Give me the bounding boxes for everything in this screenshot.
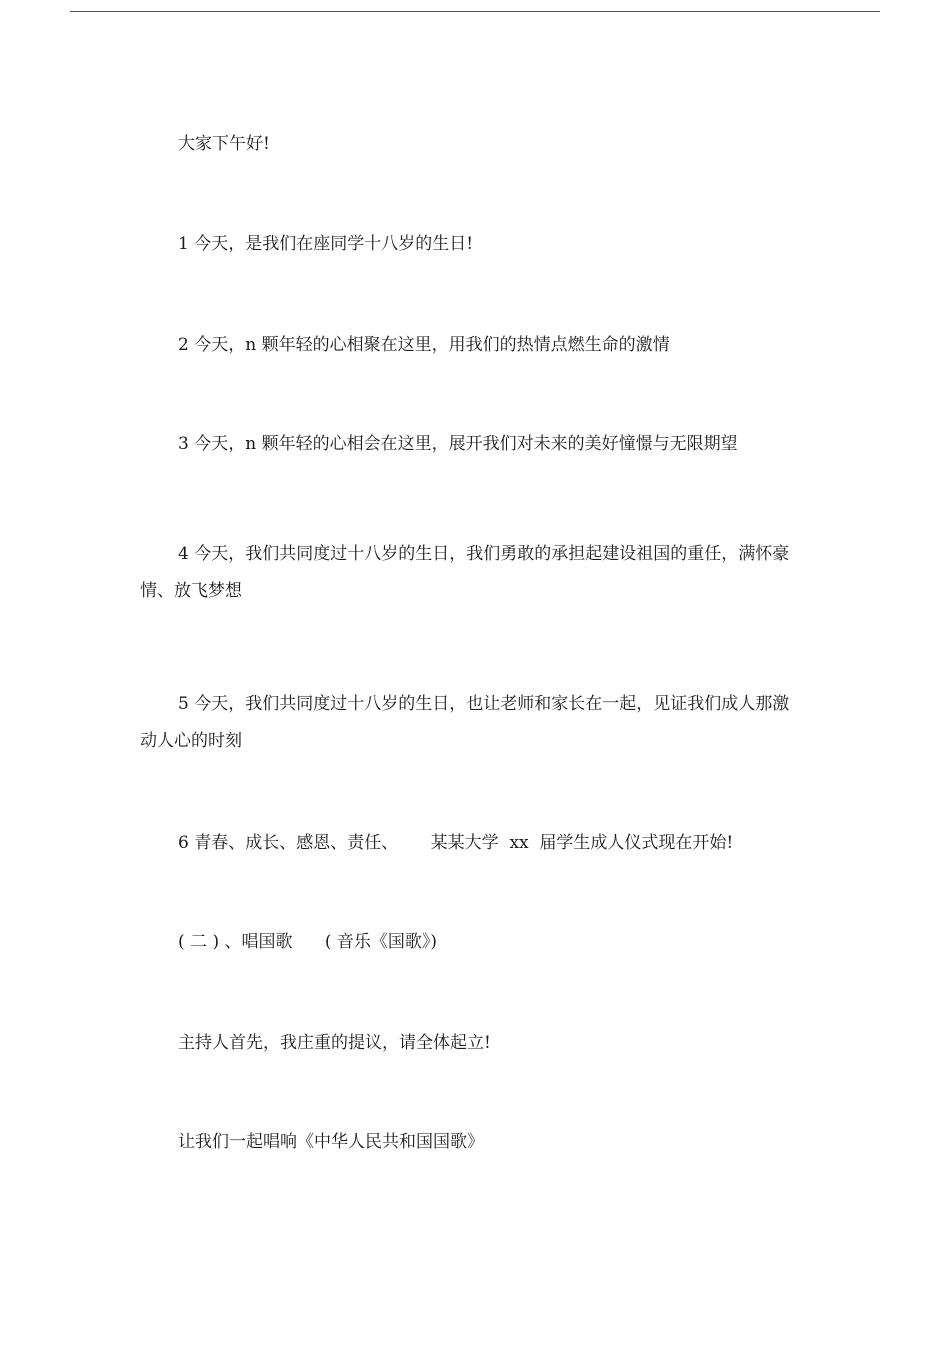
greeting-paragraph: 大家下午好!	[178, 134, 270, 154]
paragraph-6: 6 青春、成长、感恩、责任、 某某大学 xx 届学生成人仪式现在开始!	[178, 833, 734, 853]
anthem-paragraph: 让我们一起唱响《中华人民共和国国歌》	[178, 1132, 484, 1152]
paragraph-4: 4 今天，我们共同度过十八岁的生日，我们勇敢的承担起建设祖国的重任，满怀豪情、放飞梦想	[140, 544, 790, 601]
section-heading-anthem: ( 二 ) 、唱国歌 ( 音乐《国歌》)	[178, 932, 438, 952]
paragraph-3: 3 今天，n 颗年轻的心相会在这里，展开我们对未来的美好憧憬与无限期望	[178, 434, 738, 454]
header-rule	[70, 11, 880, 12]
paragraph-5: 5 今天，我们共同度过十八岁的生日，也让老师和家长在一起，见证我们成人那激动人心的时刻	[140, 694, 790, 751]
paragraph-2: 2 今天，n 颗年轻的心相聚在这里，用我们的热情点燃生命的激情	[178, 335, 670, 355]
paragraph-1: 1 今天，是我们在座同学十八岁的生日!	[178, 234, 474, 254]
host-paragraph: 主持人首先，我庄重的提议，请全体起立!	[178, 1033, 491, 1053]
